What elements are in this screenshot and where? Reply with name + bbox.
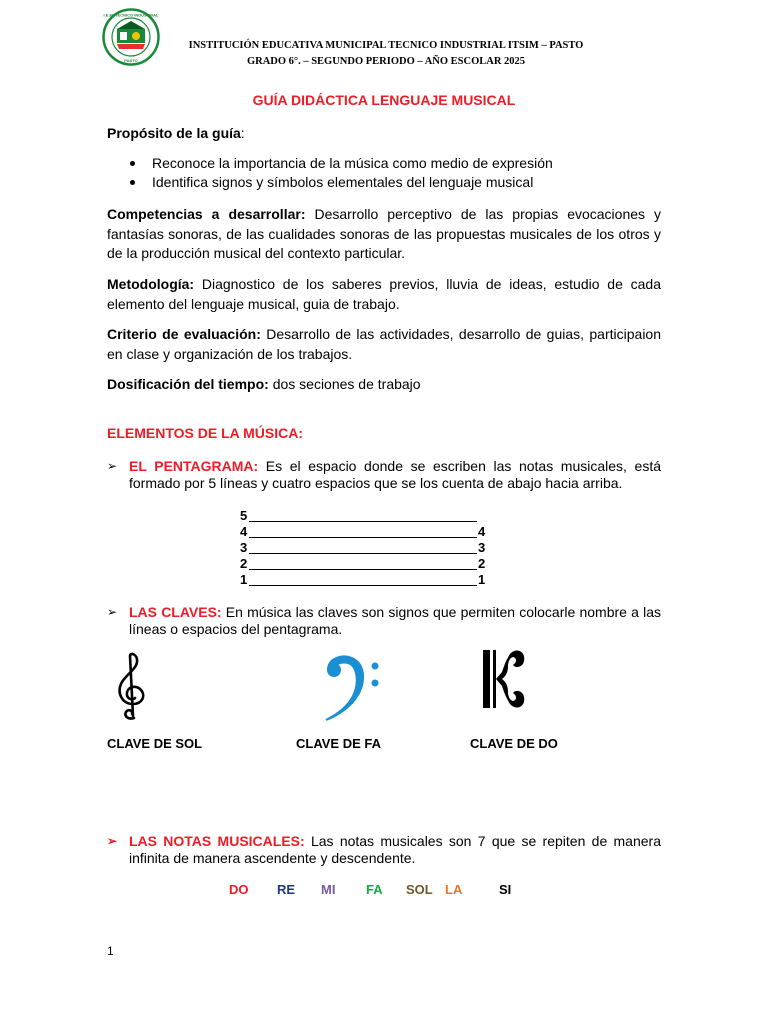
logo-bottom-text: PASTO	[124, 58, 138, 63]
clef-sol-label: CLAVE DE SOL	[107, 736, 203, 751]
institution-name: INSTITUCIÓN EDUCATIVA MUNICIPAL TECNICO INDUSTRIAL ITSIM – PASTO	[188, 40, 584, 51]
staff-right-number: 4	[478, 524, 486, 539]
clef-fa-label: CLAVE DE FA	[296, 736, 381, 751]
purpose-list	[107, 154, 661, 192]
staff-row	[240, 524, 490, 540]
staff-row	[240, 540, 490, 556]
note-re: RE	[277, 882, 296, 897]
list-item	[107, 154, 661, 173]
staff-line	[249, 537, 477, 538]
list-item-text: Reconoce la importancia de la música como medio de expresión	[152, 155, 553, 171]
staff-right-number: 3	[478, 540, 486, 555]
arrow-bullet-icon: ➢	[107, 605, 118, 619]
pentagrama-label: EL PENTAGRAMA:	[129, 458, 259, 474]
purpose-suffix: :	[240, 125, 245, 141]
bass-clef-icon	[322, 654, 386, 722]
purpose-heading	[107, 124, 661, 144]
elements-section-title: ELEMENTOS DE LA MÚSICA:	[107, 425, 304, 441]
note-mi: MI	[321, 882, 336, 897]
note-si: SI	[499, 882, 512, 897]
bullet-icon	[130, 161, 135, 166]
evaluation-paragraph	[107, 325, 661, 364]
staff-left-number: 2	[240, 556, 248, 571]
claves-item	[107, 604, 661, 638]
staff-right-number: 1	[478, 572, 486, 587]
list-item	[107, 173, 661, 192]
competencies-text: Desarrollo perceptivo de las propias evocaciones y fantasías sonoras, de las cualidades sonoras de las propuestas musicales de los otros y de la producción musical del contexto particular.	[107, 206, 662, 261]
claves-text: En música las claves son signos que permiten colocarle nombre a las líneas o espacios del pentagrama.	[129, 604, 661, 637]
staff-line	[249, 521, 477, 522]
methodology-text: Diagnostico de los saberes previos, lluvia de ideas, estudio de cada elemento del lenguaje musical, guia de trabajo.	[107, 276, 661, 312]
purpose-label: Propósito de la guía	[107, 125, 241, 141]
note-sol: SOL	[406, 882, 433, 897]
arrow-bullet-icon: ➢	[107, 834, 118, 848]
notas-text: Las notas musicales son 7 que se repiten de manera infinita de manera ascendente y descendente.	[129, 833, 661, 866]
staff-row	[240, 556, 490, 572]
page-number: 1	[107, 944, 114, 958]
note-do: DO	[229, 882, 249, 897]
note-fa: FA	[366, 882, 383, 897]
staff-right-number: 2	[478, 556, 486, 571]
claves-label: LAS CLAVES:	[129, 604, 222, 620]
note-la: LA	[445, 882, 463, 897]
notas-item	[107, 833, 661, 867]
staff-line	[249, 553, 477, 554]
evaluation-label: Criterio de evaluación:	[107, 326, 261, 342]
school-logo	[100, 8, 162, 66]
staff-row	[240, 508, 490, 524]
staff-left-number: 1	[240, 572, 248, 587]
time-text: dos seciones de trabajo	[268, 376, 421, 392]
staff-left-number: 5	[240, 508, 248, 523]
pentagrama-text: Es el espacio donde se escriben las notas musicales, está formado por 5 líneas y cuatro espacios que se los cuenta de abajo hacia arriba.	[129, 458, 661, 491]
staff-line	[249, 569, 477, 570]
alto-clef-icon	[480, 648, 526, 710]
methodology-paragraph	[107, 275, 661, 314]
logo-text: I.E.M. TECNICO INDUSTRIAL	[103, 12, 159, 18]
staff-line	[249, 585, 477, 586]
clef-do-label: CLAVE DE DO	[470, 736, 558, 751]
methodology-label: Metodología:	[107, 276, 195, 292]
time-paragraph	[107, 375, 661, 395]
guide-title: GUÍA DIDÁCTICA LENGUAJE MUSICAL	[252, 92, 516, 108]
staff-diagram	[240, 508, 490, 588]
competencies-paragraph	[107, 205, 661, 264]
competencies-label: Competencias a desarrollar:	[107, 206, 306, 222]
arrow-bullet-icon: ➢	[107, 459, 118, 473]
staff-left-number: 4	[240, 524, 248, 539]
evaluation-text: Desarrollo de las actividades, desarrollo de guias, participaion en clase y organización de los trabajos.	[107, 326, 662, 362]
grade-period: GRADO 6°. – SEGUNDO PERIODO – AÑO ESCOLAR 2025	[246, 56, 526, 67]
time-label: Dosificación del tiempo:	[107, 376, 269, 392]
notas-label: LAS NOTAS MUSICALES:	[129, 833, 305, 849]
treble-clef-icon	[108, 652, 158, 722]
pentagrama-item	[107, 458, 661, 492]
staff-row	[240, 572, 490, 588]
staff-left-number: 3	[240, 540, 248, 555]
bullet-icon	[130, 180, 135, 185]
list-item-text: Identifica signos y símbolos elementales del lenguaje musical	[152, 174, 534, 190]
